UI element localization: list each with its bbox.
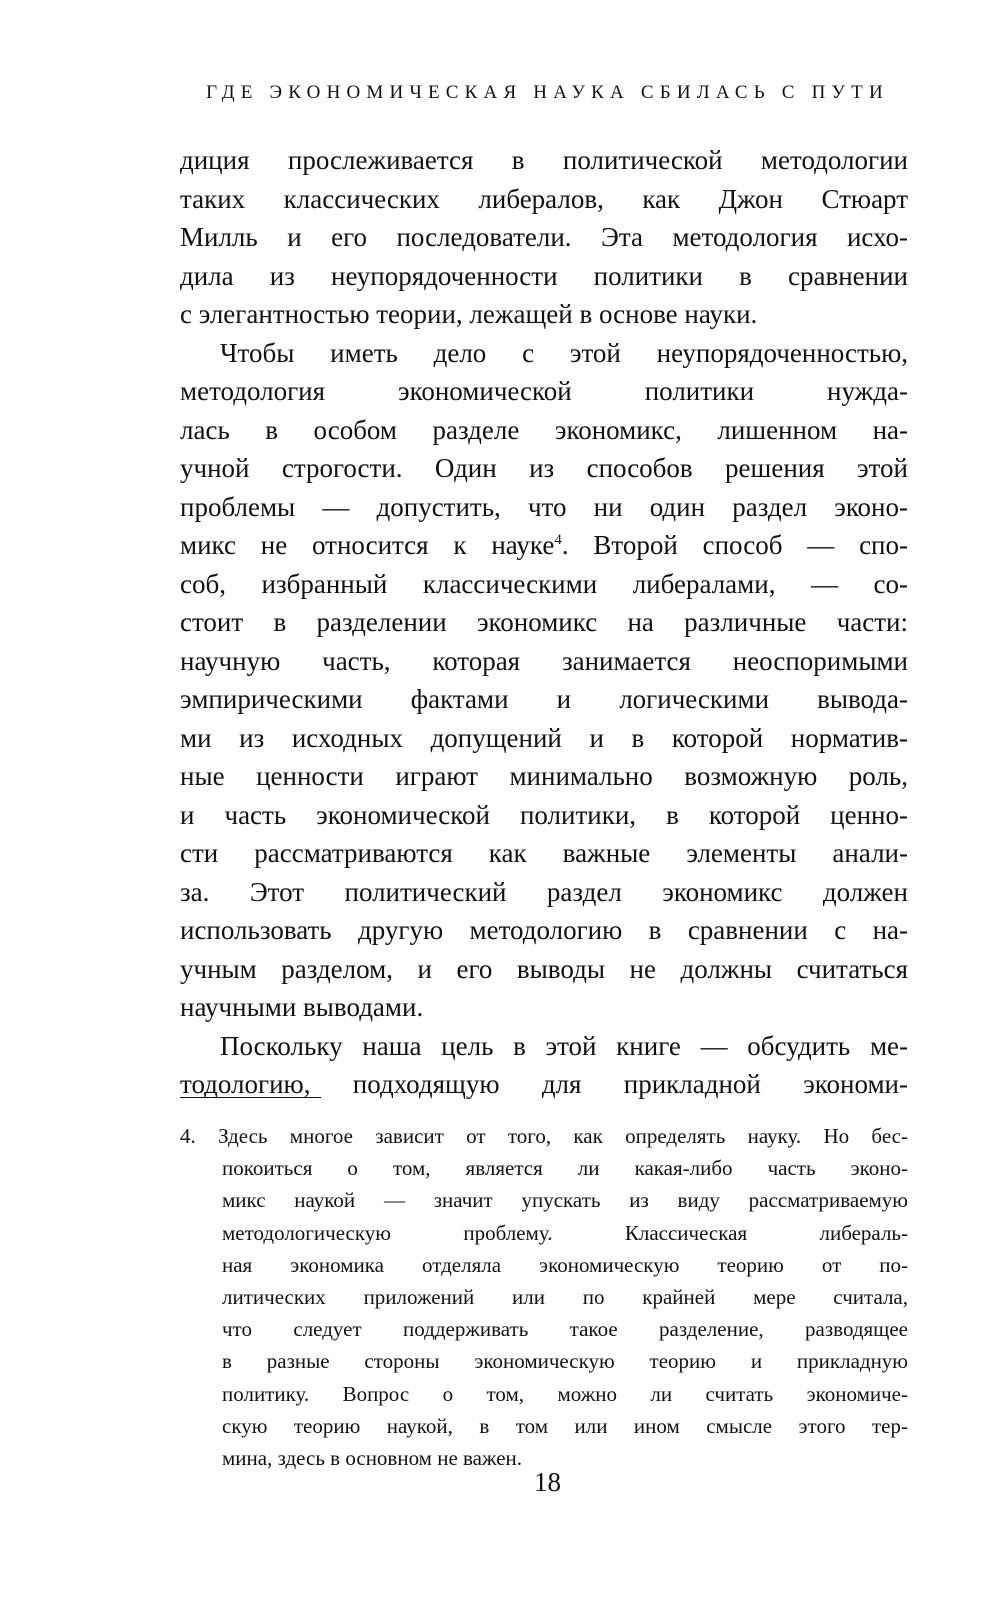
paragraph-2-line-1: Чтобы иметь дело с этой неупорядоченностью, (220, 337, 908, 368)
paragraph-2-line-6 (180, 526, 908, 565)
paragraph-2-line-10: эмпирическими фактами и логическими вывода- (180, 684, 908, 714)
footnote-line-1-text: Здесь многое зависит от того, как определять науку. Но бес- (218, 1124, 908, 1148)
paragraph-3-line-1: Поскольку наша цель в этой книге — обсудить ме- (220, 1030, 908, 1061)
paragraph-1-line-5: с элегантностью теории, лежащей в основе науки. (180, 299, 758, 329)
paragraph-2-line-15: за. Этот политический раздел экономикс должен (180, 876, 908, 907)
paragraph-1-line-2: таких классических либералов, как Джон Стюарт (180, 183, 908, 214)
footnote-divider (180, 1097, 321, 1098)
paragraph-2-line-2: методология экономической политики нужда- (180, 376, 908, 406)
footnote-line-1 (180, 1120, 908, 1152)
paragraph-2-line-13: и часть экономической политики, в которой ценно- (180, 799, 908, 830)
footnote-line-4: методологическую проблему. Классическая либераль- (222, 1220, 908, 1245)
running-head: ГДЕ ЭКОНОМИЧЕСКАЯ НАУКА СБИЛАСЬ С ПУТИ (206, 82, 889, 103)
paragraph-2-line-14: сти рассматриваются как важные элементы анали- (180, 838, 908, 868)
paragraph-2-line-4: учной строгости. Один из способов решения этой (180, 453, 908, 483)
footnote-ref-4[interactable]: 4 (554, 532, 562, 548)
page-number: 18 (534, 1467, 561, 1497)
paragraph-2-line-12: ные ценности играют минимально возможную роль, (180, 761, 908, 791)
paragraph-2-line-9: научную часть, которая занимается неоспоримыми (180, 645, 908, 676)
footnote-line-3: микс наукой — значит упускать из виду рассматриваемую (222, 1188, 908, 1213)
footnote-line-8: в разные стороны экономическую теорию и прикладную (222, 1349, 908, 1374)
paragraph-1-line-1: диция прослеживается в политической методологии (180, 145, 908, 175)
footnote-line-9: политику. Вопрос о том, можно ли считать экономиче- (222, 1381, 908, 1406)
body-text (180, 141, 908, 1104)
paragraph-2-line-16: использовать другую методологию в сравнении с на- (180, 915, 908, 945)
paragraph-3-line-2: тодологию, подходящую для прикладной экономи- (180, 1069, 908, 1099)
footnote (180, 1120, 908, 1474)
footnote-line-11: мина, здесь в основном не важен. (222, 1445, 523, 1470)
footnote-line-6: литических приложений или по крайней мере считала, (222, 1284, 908, 1309)
paragraph-2-line-6-tail: . Второй способ — спо- (561, 530, 908, 560)
paragraph-2-line-6-head: микс не относится к науке (180, 530, 555, 560)
footnote-line-5: ная экономика отделяла экономическую теорию от по- (222, 1252, 908, 1277)
footnote-line-10: скую теорию наукой, в том или ином смысле этого тер- (222, 1413, 908, 1438)
paragraph-2-line-11: ми из исходных допущений и в которой норматив- (180, 722, 908, 753)
paragraph-2-line-18: научными выводами. (180, 992, 424, 1022)
paragraph-2-line-5: проблемы — допустить, что ни один раздел эконо- (180, 491, 908, 522)
paragraph-1-line-4: дила из неупорядоченности политики в сравнении (180, 260, 908, 291)
footnote-marker: 4. (180, 1124, 196, 1148)
paragraph-2-line-17: учным разделом, и его выводы не должны считаться (180, 953, 908, 984)
footnote-line-7: что следует поддерживать такое разделение, разводящее (222, 1317, 908, 1342)
footnote-line-2: покоиться о том, является ли какая-либо часть эконо- (222, 1156, 908, 1181)
paragraph-2-line-8: стоит в разделении экономикс на различные части: (180, 607, 908, 637)
paragraph-2-line-3: лась в особом разделе экономикс, лишенном на- (180, 414, 908, 445)
paragraph-2-line-7: соб, избранный классическими либералами, — со- (180, 568, 908, 599)
paragraph-1-line-3: Милль и его последователи. Эта методология исхо- (180, 222, 908, 252)
